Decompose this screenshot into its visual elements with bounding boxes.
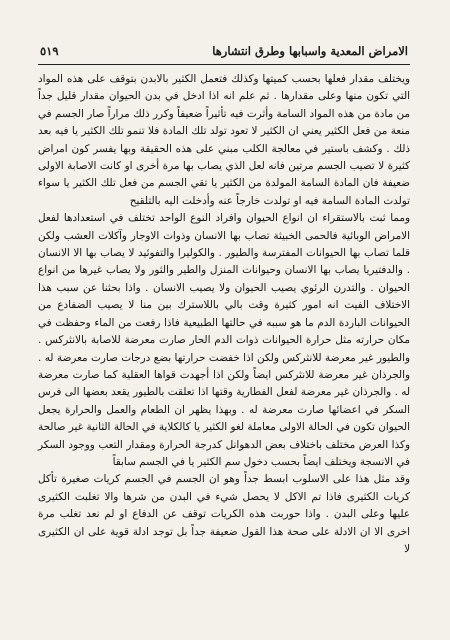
paragraph: وقد مثل هذا على الاسلوب ابسط جداً وهو ان الجسم في الجسم كريات صغيرة تأكل كريات الكثيرى فاذا تم الاكل لا يحصل شيء في البدن من شرها والا تغلبت الكثيرى عليها وعلى البدن . واذا حوربت هذه الكريات توقف عن الدفاع او لم نعد تغلب مرة اخرى الا ان الادلة على صحة هذا القول ضعيفة جداً بل توجد ادلة قوية على ان الكثيرى لا xyxy=(38,473,410,555)
page-body xyxy=(38,71,410,558)
page-number: ٥١٩ xyxy=(40,44,59,58)
running-title: الامراض المعدية واسبابها وطرق انتشارها xyxy=(212,44,408,58)
running-header xyxy=(38,44,410,65)
book-page xyxy=(38,44,410,600)
paragraph: ويختلف مقدار فعلها بحسب كميتها وكذلك فتعمل الكثير بالابدن بتوقف على هذه المواد التي تكون منها وعلى مقدارها . ثم علم انه اذا ادخل في بدن الحيوان مقدار قليل جداً من مادة من هذه المواد السامة وأثرت فيه تأثيراً ضعيفاً وكرر ذلك مراراً صار الجسم في منعة من فعل الكثير يعني ان الكثير لا تعود تولد تلك المادة فلا تنمو تلك الكثير يا فيه بعد ذلك . وكشف باستير في معالجة الكلب مبني على هذه الحقيقة وبها يفسر كون امراض كثيرة لا تصيب الجسم مرتين فانه لعل الذي يصاب بها مرة أخرى او كانت الاصابة الاولى ضعيفة فان المادة السامة المولدة من الكثير يا تقي الجسم من فعل تلك الكثير يا سواء تولدت المادة السامة فيه او تولدت خارجاً عنه وأدخلت اليه بالتلقيح xyxy=(38,73,410,207)
paragraph: ومما ثبت بالاستقراء ان انواع الحيوان وافراد النوع الواحد تختلف في استعدادها لفعل الامراض الوبائية فالحمى الخبيثة تصاب بها الانسان وذوات الاوجار وآكلات العشب ولكن قلما تصاب بها الحيوانات المفترسة والطيور . والكوليرا والتفوئيد لا يصاب بها الا الانسان . والدفتيريا يصاب بها الانسان وحيوانات المنزل والطير والثور ولا يصاب غيرها من انواع الحيوان . والتدرن الرئوي يصيب الحيوان ولا يصيب الانسان . واذا بحثنا عن سبب هذا الاختلاف الفيت انه امور كثيرة وقت بالي باللاسترك بين منا لا يصيب الضفادع من الحيوانات الباردة الدم ما هو سببه في حالتها الطبيعية فاذا رفعت من الماء وحفظت في مكان حرارته مثل حرارة الحيوانات ذوات الدم الحار صارت معرضة للاصابة بالانثركس . والطيور غير معرضة للانثركس ولكن اذا خفضت حرارتها بضع درجات صارت معرضة له . والجرذان غير معرضة للانثركس ايضاً ولكن اذا أجهدت قواها العقلية كما صارت معرضة له . والجرذان غير معرضة لفعل الفطارية وقتها اذا تعلقت بالطيور يقعد بعضها الى فرس السكر في اعضائها صارت معرضة له . وبهذا يظهر ان الطعام والعمل والحرارة يجعل الحيوان تكون في الحالة الاولى معاملة لغو الكثير يا كالكلاية في الحالة الثانية غير صالحة وكذا العرض مختلف باختلاف بعض الدهوانل كدرجة الحرارة ومقدار التعب ووجود السكر في الانسجة ويختلف ايضاً بحسب دخول سم الكثير يا في الجسم سابقاً xyxy=(38,212,411,468)
